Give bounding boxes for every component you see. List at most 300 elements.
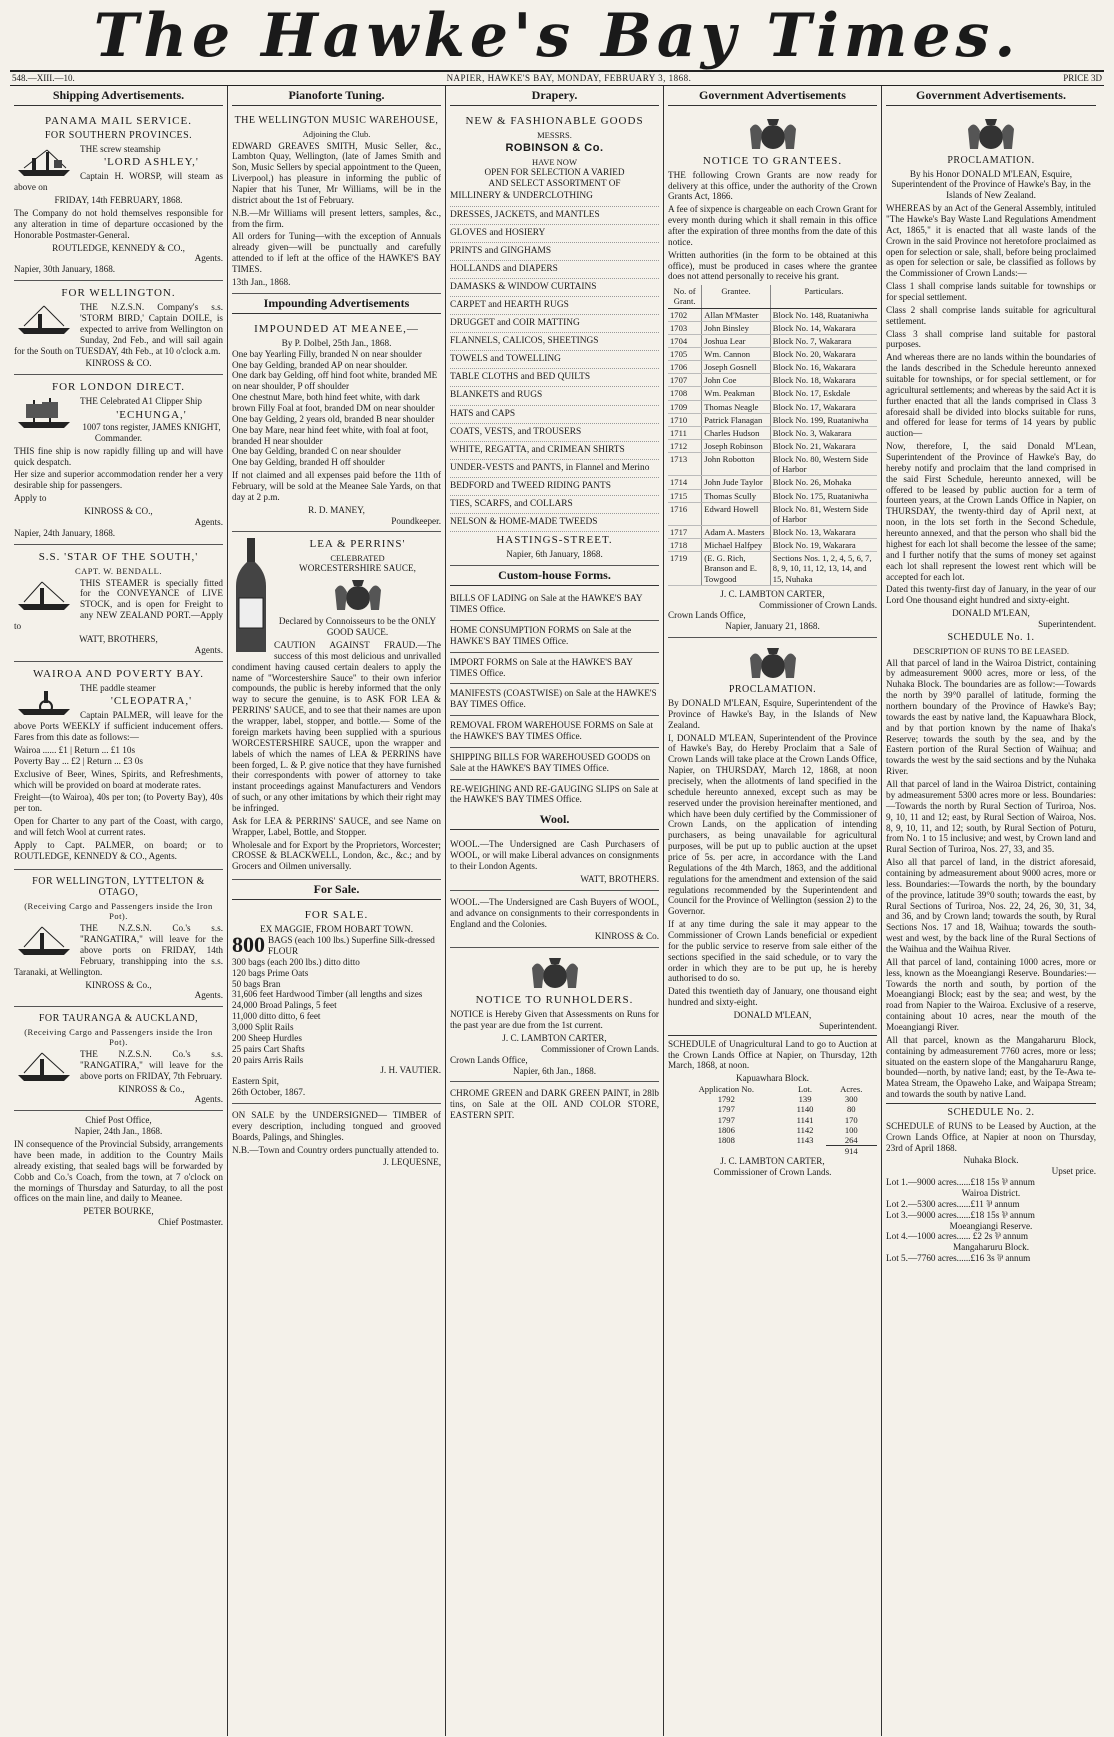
table-cell: Block No. 17, Wakarara	[770, 400, 877, 413]
ad-title: FOR SALE.	[304, 909, 369, 922]
ad-dated: Crown Lands Office,	[668, 610, 746, 621]
table-cell: Block No. 7, Wakarara	[770, 334, 877, 347]
ad-subtitle: By P. Dolbel, 25th Jan., 1868.	[281, 337, 392, 348]
schedule-paragraph: Also all that parcel of land, in the district aforesaid, containing by admeasurement about 9000 acres, more or less. Boundaries:—Towards the north, by the boundary of the province, latitude 39°0 south; towards the east, by Rural Sections of Turiroa, Nos. 22, 24, 26, 30, 31, 34, and 36, and by Crown land; towards the south, by Rural Sections Nos. 17 and 18, Waihua; towards the south-west and west, by the back line of the Rural Sections of the Waihua and the Waihua River.	[886, 857, 1096, 954]
table-cell: 1142	[796, 1124, 814, 1135]
table-row	[668, 361, 877, 374]
table-cell: 80	[846, 1104, 856, 1115]
table-row	[668, 321, 877, 334]
sale-line: 25 pairs Cart Shafts	[232, 1043, 305, 1054]
section-heading-impounding: Impounding Advertisements	[232, 294, 441, 314]
ad-text: By DONALD M'LEAN, Esquire, Superintendent of the Province of Hawke's Bay, in the Islands of New Zealand.	[668, 697, 877, 730]
ad-signature-title: Poundkeeper.	[391, 515, 441, 526]
ad-text: Ask for LEA & PERRINS' SAUCE, and see Name on Wrapper, Label, Bottle, and Stopper.	[232, 815, 441, 837]
issue-number: 548.—XIII.—10.	[12, 73, 75, 83]
ad-title: NOTICE TO RUNHOLDERS.	[475, 994, 634, 1007]
ad-subtitle: FOR SOUTHERN PROVINCES.	[44, 129, 193, 141]
ad-text: EDWARD GREAVES SMITH, Music Seller, &c., Lambton Quay, Wellington, (late of James Smith and Son, Music Sellers by special appointment to the Queen, Liverpool,) has pleasure in informing the public of Napier that his Tuner, Mr Williams, will be in the district about the 1st of February.	[232, 140, 441, 205]
ad-agent: KINROSS & Co.,	[118, 1083, 185, 1094]
table-cell: Block No. 18, Wakarara	[770, 374, 877, 387]
ad-text: Class 1 shall comprise lands suitable for townships or for special settlement.	[886, 281, 1096, 303]
schedule-1-list	[886, 658, 1096, 1100]
ad-title: PROCLAMATION.	[947, 154, 1035, 166]
royal-crest-icon	[738, 115, 808, 153]
drapery-item: UNDER-VESTS and PANTS, in Flannel and Merino	[450, 460, 659, 478]
ad-agent: WATT, BROTHERS,	[79, 633, 158, 644]
ad-tauranga-auckland	[14, 1007, 223, 1111]
custom-form-ad: HOME CONSUMPTION FORMS on Sale at the HAWKE'S BAY TIMES Office.	[450, 621, 659, 653]
ad-text: THE Celebrated A1 Clipper Ship	[80, 396, 202, 407]
ad-robinson-drapery	[450, 109, 659, 566]
ad-text: The Company do not hold themselves responsible for any alteration in time of departure occasioned by the Honorable Postmaster-General.	[14, 207, 223, 240]
ad-agent: KINROSS & CO.,	[84, 506, 153, 517]
table-row	[668, 387, 877, 400]
table-cell: Joseph Gosnell	[702, 361, 771, 374]
drapery-item: PRINTS and GINGHAMS	[450, 243, 659, 261]
ad-text: Exclusive of Beer, Wines, Spirits, and Refreshments, which will be provided on board at moderate rates.	[14, 768, 223, 790]
ad-dated: Eastern Spit,	[232, 1076, 279, 1087]
table-cell: John Coe	[702, 374, 771, 387]
schedule-paragraph: All that parcel of land in the Wairoa District, containing by admeasurement 9000 acres, more or less, of the Nuhaka Block. The boundaries are as follow:—Towards the north by 39°0 parallel of latitude, forming the northern boundary of the Province of Hawke's Bay; towards the east by native land, the Kapuawhara Block, and by that portion known by the name of Ihaka's Reserve; towards the south by the sea, and by the Eastern portion of the Rural Section of Waihua; and towards the west by the said sections and by the Nuhaka River.	[886, 657, 1096, 777]
ad-text: THE paddle steamer	[80, 682, 156, 693]
ad-text: CHROME GREEN and DARK GREEN PAINT, in 28lb tins, on Sale at the OIL AND COLOR STORE, EASTERN SPIT.	[450, 1088, 659, 1121]
ad-wairoa-poverty-bay	[14, 662, 223, 870]
ad-text: Captain PALMER, will leave for the above Ports WEEKLY if sufficient inducement offers. Fares from this date as follows:—	[14, 710, 223, 743]
sale-line: 24,000 Broad Palings, 5 feet	[232, 1000, 337, 1011]
ad-signature-title: Superintendent.	[1038, 618, 1096, 629]
table-row	[668, 476, 877, 489]
ad-text: Declared by Connoisseurs to be the ONLY GOOD SAUCE.	[278, 616, 437, 638]
ad-signature-title: Commissioner of Crown Lands.	[759, 599, 877, 610]
lot-line: Lot 5.—7760 acres......£16 3s ⅌ annum	[886, 1253, 1031, 1264]
ad-text: N.B.—Mr Williams will present letters, samples, &c., from the firm.	[232, 207, 441, 229]
impounded-animal: One bay Gelding, 2 years old, branded B near shoulder	[232, 413, 435, 424]
ad-signature-title: Chief Postmaster.	[158, 1217, 223, 1228]
ad-agent: KINROSS & Co.,	[85, 979, 152, 990]
ad-text: By his Honor DONALD M'LEAN, Esquire, Superintendent of the Province of Hawke's Bay, in the Islands of New Zealand.	[891, 168, 1091, 201]
custom-form-ad: MANIFESTS (COASTWISE) on Sale at the HAWKE'S BAY TIMES Office.	[450, 684, 659, 716]
drapery-item: TOWELS and TOWELLING	[450, 351, 659, 369]
ad-subtitle: MESSRS.	[537, 129, 572, 140]
section-heading-government: Government Advertisements	[668, 86, 877, 106]
ad-subtitle: WORCESTERSHIRE SAUCE,	[299, 563, 416, 574]
sale-line: 20 pairs Arris Rails	[232, 1054, 304, 1065]
steamship-icon	[14, 144, 76, 178]
drapery-item: DRESSES, JACKETS, and MANTLES	[450, 207, 659, 225]
ad-text: And whereas there are no lands within the boundaries of the lands described in the Schedule hereunto annexed suitable for townships, or for special settlement, or for agricultural settlements; and whereas by the said Act it is further enacted that all the lands comprised in Class 3 aforesaid shall be divided into blocks suitable for runs, and offered for lease for terms of 14 years by public auction—	[886, 352, 1096, 439]
table-cell: Block No. 13, Wakarara	[770, 526, 877, 539]
table-cell: Block No. 175, Ruataniwha	[770, 489, 877, 502]
ad-signature: J. C. LAMBTON CARTER,	[720, 1156, 825, 1167]
ship-name: 'CLEOPATRA,'	[110, 695, 193, 708]
drapery-item: COATS, VESTS, and TROUSERS	[450, 424, 659, 442]
ad-wool-watt	[450, 833, 659, 890]
table-cell: 1711	[668, 426, 702, 439]
table-cell: 1708	[668, 387, 702, 400]
schedule-subtitle: DESCRIPTION OF RUNS TO BE LEASED.	[912, 645, 1069, 656]
table-cell: (E. G. Rich, Branson and E. Towgood	[702, 552, 771, 585]
ad-date: FRIDAY, 14th FEBRUARY, 1868.	[54, 195, 183, 206]
table-cell: Thomas Scully	[702, 489, 771, 502]
ad-signature: DONALD M'LEAN,	[952, 608, 1030, 619]
table-cell: 1703	[668, 321, 702, 334]
lot-line: Lot 4.—1000 acres...... £2 2s ⅌ annum	[886, 1231, 1029, 1242]
table-cell: Joshua Lear	[702, 334, 771, 347]
ad-text: Apply to Capt. PALMER, on board; or to ROUTLEDGE, KENNEDY & CO., Agents.	[14, 839, 223, 861]
ad-text: IN consequence of the Provincial Subsidy, arrangements have been made, in addition to the Country Mails already existing, that sealed bags will be forwarded by Cobb and Co.'s Coach, from the town, at 7 o'clock on the mornings of Thursday and Saturday, to all the post offices on the main line, and daily to Meanee.	[14, 1139, 223, 1204]
custom-form-ad: REMOVAL FROM WAREHOUSE FORMS on Sale at the HAWKE'S BAY TIMES Office.	[450, 716, 659, 748]
table-cell: Block No. 19, Wakarara	[770, 539, 877, 552]
sale-line: 200 Sheep Hurdles	[232, 1032, 302, 1043]
ad-signature: DONALD M'LEAN,	[733, 1010, 812, 1020]
table-cell: Block No. 81, Western Side of Harbor	[770, 502, 877, 525]
fare-line: Wairoa ...... £1 | Return ... £1 10s	[14, 744, 136, 755]
table-header: Acres.	[840, 1084, 863, 1095]
ad-text: All orders for Tuning—with the exception of Annuals already given—will be punctually and carefully attended to if left at the office of the HAWKE'S BAY TIMES.	[232, 231, 441, 275]
ad-dated: Napier, 30th January, 1868.	[14, 264, 116, 275]
table-cell: Block No. 17, Eskdale	[770, 387, 877, 400]
ad-subtitle: EX MAGGIE, FROM HOBART TOWN.	[259, 924, 414, 935]
table-cell: Adam A. Masters	[702, 526, 771, 539]
steamship-icon	[14, 1049, 76, 1083]
ad-signature: KINROSS & Co.	[594, 931, 659, 942]
table-cell: 1710	[668, 413, 702, 426]
table-cell: 1797	[717, 1114, 735, 1125]
table-cell: 1716	[668, 502, 702, 525]
ad-agent: KINROSS & CO.	[85, 358, 152, 369]
lot-line: Lot 3.—9000 acres......£18 15s ⅌ annum	[886, 1209, 1035, 1220]
table-cell: Sections Nos. 1, 2, 4, 5, 6, 7, 8, 9, 10, 11, 12, 13, 14, and 15, Nuhaka	[770, 552, 877, 585]
steamship-icon	[14, 302, 76, 336]
table-cell: 1719	[668, 552, 702, 585]
block-name: Nuhaka Block.	[963, 1155, 1019, 1166]
ad-text: ON SALE by the UNDERSIGNED— TIMBER of every description, including tongued and grooved Boards, Palings, and Shingles.	[232, 1109, 441, 1142]
table-cell: 100	[844, 1124, 858, 1135]
table-cell: Block No. 3, Wakarara	[770, 426, 877, 439]
ship-name: 'LORD ASHLEY,'	[104, 156, 199, 169]
ad-dated: 26th October, 1867.	[232, 1087, 306, 1098]
ad-signature-title: Commissioner of Crown Lands.	[541, 1043, 659, 1054]
table-cell: 1706	[668, 361, 702, 374]
sale-line: 11,000 ditto ditto, 6 feet	[232, 1011, 321, 1022]
table-cell: 1709	[668, 400, 702, 413]
kapuawhara-schedule-table	[668, 1084, 877, 1156]
ad-text: Freight—(to Wairoa), 40s per ton; (to Poverty Bay), 40s per ton.	[14, 792, 223, 814]
drapery-item: DAMASKS & WINDOW CURTAINS	[450, 279, 659, 297]
ad-text: N.B.—Town and Country orders punctually attended to.	[232, 1144, 439, 1155]
table-cell: Patrick Flanagan	[702, 413, 771, 426]
ad-panama-mail	[14, 109, 223, 281]
schedule-paragraph: All that parcel, known as the Mangaharuru Block, containing by admeasurement 7760 acres, more or less; situated on the eastern slope of the Mangaharuru Range, bounded—north, by native land; east, by the Te-Awa te-Matea Stream, the Opaweho Lake, and Waipapa Stream; and towards the south by native Land.	[886, 1034, 1096, 1100]
drapery-item: MILLINERY & UNDERCLOTHING	[450, 188, 659, 206]
merchant-name: ROBINSON & Co.	[505, 141, 604, 154]
ad-text: SCHEDULE of Unagricultural Land to go to Auction at the Crown Lands Office at Napier, on Thursday, 12th March, 1868, at noon.	[668, 1038, 877, 1071]
table-cell: 1806	[717, 1124, 735, 1135]
ad-text: Open for Charter to any part of the Coast, with cargo, and will fetch Wool at current rates.	[14, 816, 223, 837]
drapery-item: BLANKETS and RUGS	[450, 387, 659, 405]
ad-text: If not claimed and all expenses paid before the 11th of February, will be sold at the Meanee Sale Yards, on that day at 2 p.m.	[232, 470, 441, 502]
ad-text: Wholesale and for Export by the Proprietors, Worcester; CROSSE & BLACKWELL, London, &c., &c.; and by Grocers and Oilmen universally.	[232, 839, 441, 872]
drapery-item: DRUGGET and COIR MATTING	[450, 315, 659, 333]
table-row	[668, 334, 877, 347]
royal-crest-icon	[956, 115, 1026, 153]
table-row	[668, 1104, 877, 1114]
ad-subtitle: AND SELECT ASSORTMENT OF	[488, 177, 621, 188]
ad-subtitle: HAVE NOW	[532, 156, 577, 167]
table-row	[668, 413, 877, 426]
table-cell: 264	[844, 1134, 858, 1145]
ad-text: 1007 tons register, JAMES KNIGHT, Commander.	[82, 422, 221, 443]
ad-lyttelton-otago	[14, 870, 223, 1008]
custom-house-forms-list	[450, 589, 659, 810]
sale-line: 300 bags (each 200 lbs.) ditto ditto	[232, 956, 360, 967]
ad-title: WAIROA AND POVERTY BAY.	[32, 667, 205, 680]
ad-proclamation-sale	[668, 638, 877, 1183]
table-row	[668, 1125, 877, 1135]
columns	[10, 86, 1104, 1736]
ad-agents-label: Agents.	[194, 990, 223, 1001]
ad-signature: PETER BOURKE,	[83, 1206, 154, 1217]
table-cell: John Robotton	[702, 453, 771, 476]
table-row	[668, 374, 877, 387]
fare-line: Poverty Bay ... £2 | Return ... £3 0s	[14, 755, 143, 766]
ad-for-sale-maggie	[232, 903, 441, 1104]
custom-form-ad: RE-WEIGHING AND RE-GAUGING SLIPS on Sale at the HAWKE'S BAY TIMES Office.	[450, 783, 659, 805]
ad-text: THE N.Z.S.N. Company's s.s. 'STORM BIRD,' Captain DOILE, is expected to arrive from Wellington on Sunday, 2nd Feb., and will sail again for the South on TUESDAY, 4th Feb., at 10 o'clock a.m.	[14, 302, 223, 356]
section-heading-custom-house: Custom-house Forms.	[450, 566, 659, 586]
custom-form-ad: SHIPPING BILLS FOR WAREHOUSED GOODS on Sale at the HAWKE'S BAY TIMES Office.	[450, 748, 659, 780]
table-cell: 1712	[668, 440, 702, 453]
table-cell: Block No. 80, Western Side of Harbor	[770, 453, 877, 476]
table-cell: Block No. 21, Wakarara	[770, 440, 877, 453]
table-cell: 300	[844, 1094, 858, 1105]
table-cell: Allan M'Master	[702, 308, 771, 321]
table-cell: Wm. Peakman	[702, 387, 771, 400]
ad-agents-label: Agents.	[194, 516, 223, 527]
drapery-item: WHITE, REGATTA, and CRIMEAN SHIRTS	[450, 442, 659, 460]
table-row	[668, 1094, 877, 1104]
ad-dated: Napier, 6th Jan., 1868.	[512, 1065, 597, 1076]
ad-wool-kinross	[450, 891, 659, 948]
acres-total: 914	[826, 1146, 877, 1157]
ad-agent: ROUTLEDGE, KENNEDY & CO.,	[52, 242, 185, 253]
block-name: Moeangiangi Reserve.	[949, 1220, 1033, 1231]
table-header: Application No.	[698, 1084, 754, 1095]
table-cell: 1140	[796, 1104, 814, 1115]
ad-title: FOR TAURANGA & AUCKLAND,	[38, 1013, 199, 1025]
ad-dated: Napier, 24th January, 1868.	[14, 527, 116, 538]
ad-text: THIS STEAMER is specially fitted for the CONVEYANCE of LIVE STOCK, and is open for Freight to any NEW ZEALAND PORT.—Apply to	[14, 577, 223, 632]
table-cell: 1797	[717, 1104, 735, 1115]
ad-dated: Napier, January 21, 1868.	[725, 621, 820, 632]
ad-text: THE screw steamship	[80, 143, 161, 154]
impounded-animal: One bay Yearling Filly, branded N on near shoulder	[232, 348, 422, 359]
column-government-1	[664, 86, 882, 1736]
impounded-animals-list	[232, 349, 441, 468]
ad-text: Her size and superior accommodation render her a very desirable ship for passengers.	[14, 469, 223, 491]
table-row	[668, 539, 877, 552]
ad-text: THE N.Z.S.N. Co.'s s.s. "RANGATIRA," will leave for the above ports on FRIDAY, 7th February.	[80, 1049, 223, 1081]
ad-subtitle: Adjoining the Club.	[302, 128, 371, 139]
ad-star-of-the-south	[14, 545, 223, 662]
schedule-title: SCHEDULE No. 2.	[947, 1106, 1035, 1118]
sale-line: BAGS (each 100 lbs.) Superfine Silk-dressed FLOUR	[268, 935, 435, 956]
ad-subtitle: CAPT. W. BENDALL.	[75, 565, 162, 576]
ad-title: S.S. 'STAR OF THE SOUTH,'	[38, 550, 199, 563]
royal-crest-icon	[520, 954, 590, 992]
section-heading-drapery: Drapery.	[450, 86, 659, 106]
ad-text: Dated this twentieth day of January, one thousand eight hundred and sixty-eight.	[668, 986, 877, 1008]
section-heading-government: Government Advertisements.	[886, 86, 1096, 106]
ad-wellington	[14, 281, 223, 375]
drapery-item: CARPET and HEARTH RUGS	[450, 297, 659, 315]
table-row	[668, 440, 877, 453]
section-heading-wool: Wool.	[450, 810, 659, 830]
ad-dated: 13th Jan., 1868.	[232, 276, 291, 287]
block-name: Wairoa District.	[961, 1187, 1021, 1198]
drapery-item: HOLLANDS and DIAPERS	[450, 261, 659, 279]
paddle-steamer-icon	[14, 683, 76, 717]
ad-title: LEA & PERRINS'	[309, 538, 406, 551]
table-header: Grantee.	[702, 285, 771, 308]
ad-text: Dated this twenty-first day of January, in the year of our Lord One thousand eight hundred and sixty-eight.	[886, 584, 1096, 606]
table-row	[668, 526, 877, 539]
ad-title: FOR WELLINGTON.	[61, 287, 176, 300]
ad-title: NEW & FASHIONABLE GOODS	[465, 114, 644, 127]
ad-signature-title: Superintendent.	[819, 1020, 877, 1031]
ad-title: PANAMA MAIL SERVICE.	[45, 114, 192, 127]
ad-title: NOTICE TO GRANTEES.	[702, 154, 843, 167]
section-heading-pianoforte: Pianoforte Tuning.	[232, 86, 441, 106]
ad-proclamation-runs	[886, 109, 1096, 1269]
ad-text: THE N.Z.S.N. Co.'s s.s. "RANGATIRA," will leave for the above ports on FRIDAY, 14th February, transhipping into the s.s. Taranaki, at Wellington.	[14, 923, 223, 977]
table-cell: 139	[798, 1094, 812, 1105]
table-cell: 170	[844, 1114, 858, 1125]
table-row	[668, 453, 877, 476]
ad-subtitle: (Receiving Cargo and Passengers inside the Iron Pot).	[24, 901, 213, 922]
drapery-item: GLOVES and HOSIERY	[450, 225, 659, 243]
merchant-address: HASTINGS-STREET.	[496, 534, 613, 547]
column-government-2	[882, 86, 1100, 1736]
table-row	[668, 400, 877, 413]
table-cell: Block No. 26, Mohaka	[770, 476, 877, 489]
table-row	[668, 502, 877, 525]
table-cell: Block No. 148, Ruataniwha	[770, 308, 877, 321]
table-row	[668, 348, 877, 361]
ad-text: Captain H. WORSP, will steam as above on	[14, 171, 223, 193]
impounded-animal: One bay Mare, near hind feet white, with foal at foot, branded H near shoulder	[232, 424, 429, 446]
table-cell: Block No. 199, Ruataniwha	[770, 413, 877, 426]
table-cell: 1718	[668, 539, 702, 552]
ad-text: Class 3 shall comprise land suitable for pastoral purposes.	[886, 328, 1096, 350]
masthead-title: The Hawke's Bay Times.	[93, 1, 1021, 71]
ad-notice-runholders	[450, 948, 659, 1082]
table-row	[668, 489, 877, 502]
table-cell: 1792	[717, 1094, 735, 1105]
table-cell: 1141	[796, 1114, 814, 1125]
sale-line: 120 bags Prime Oats	[232, 967, 309, 978]
table-row	[668, 308, 877, 321]
table-row	[668, 552, 877, 585]
ad-text: Apply to	[14, 493, 47, 504]
ad-text: Now, therefore, I, the said Donald M'Lean, Superintendent of the Province of Hawke's Bay, do hereby notify and proclaim that the land comprised in the said First Schedule, hereunto annexed, will be offered to be leased by public auction for a term of fourteen years, at the Crown Lands Office in Napier, on THURSDAY, the twenty-third day of April next, at noon, in the lots set forth in the Second Schedule, hereunto annexed, and that the person who shall bid the highest for each lot shall become the lessee of the same; and I further notify that the sums of money set against each lot shall represent the lowest rent which will be accepted for each lot.	[886, 441, 1096, 582]
table-cell: 1707	[668, 374, 702, 387]
ad-subtitle: CELEBRATED	[330, 553, 385, 564]
drapery-item: TABLE CLOTHS and BED QUILTS	[450, 369, 659, 387]
ad-title: THE WELLINGTON MUSIC WAREHOUSE,	[234, 114, 439, 126]
ad-signature: J. LEQUESNE,	[383, 1157, 441, 1168]
impounded-animal: One bay Gelding, branded C on near shoulder	[232, 446, 401, 457]
ad-signature: J. H. VAUTIER.	[380, 1065, 441, 1076]
ad-text: A fee of sixpence is chargeable on each Crown Grant for every month during which it shall remain in this office after the expiration of three months from the date of this notice.	[668, 204, 877, 247]
block-name: Mangaharuru Block.	[952, 1242, 1030, 1253]
ad-text: Written authorities (in the form to be obtained at this office), must be produced in cases where the grantee does not attend personally to receive his grant.	[668, 249, 877, 282]
custom-form-ad: IMPORT FORMS on Sale at the HAWKE'S BAY TIMES Office.	[450, 653, 659, 685]
table-cell: 1808	[717, 1135, 735, 1146]
issue-date: NAPIER, HAWKE'S BAY, MONDAY, FEBRUARY 3, 1868.	[446, 73, 692, 83]
steamship-icon	[14, 923, 76, 957]
ad-notice-grantees	[668, 109, 877, 638]
table-cell: 1704	[668, 334, 702, 347]
table-cell: Thomas Neagle	[702, 400, 771, 413]
ad-text: Class 2 shall comprise lands suitable for agricultural settlement.	[886, 304, 1096, 326]
block-name: Kapuawhara Block.	[736, 1073, 809, 1084]
table-cell: Michael Halfpey	[702, 539, 771, 552]
ad-agents-label: Agents.	[194, 644, 223, 655]
table-cell: 1713	[668, 453, 702, 476]
table-header: Particulars.	[770, 285, 877, 308]
drapery-item: HATS and CAPS	[450, 406, 659, 424]
table-row	[668, 1135, 877, 1146]
ad-lea-perrins	[232, 532, 441, 880]
drapery-goods-list	[450, 188, 659, 532]
royal-crest-icon	[738, 644, 808, 682]
ad-text: THE following Crown Grants are now ready for delivery at this office, under the authority of the Crown Grants Act, 1866.	[668, 169, 877, 202]
column-shipping	[10, 86, 228, 1736]
ad-text: WHEREAS by an Act of the General Assembly, intituled "The Hawke's Bay Waste Land Regulations Amendment Act, 1865," it is enacted that all waste lands of the Crown in the said Province not heretofore proclaimed as open for selection or sale, shall, before being proclaimed as open for selection or sale, be classified as follows by the Commissioner of Crown Lands:—	[886, 203, 1096, 279]
ad-text: CAUTION AGAINST FRAUD.—The success of this most delicious and unrivalled condiment having caused certain dealers to apply the name of "Worcestershire Sauce" to their own inferior compounds, the public is hereby informed that the only way to secure the genuine, is to ASK FOR LEA & PERRINS' SAUCE, and to see that their names are upon the wrapper, label, stopper, and bottle.— Some of the foreign markets having been supplied with a spurious WORCESTERSHIRE SAUCE, upon the wrapper and labels of which the names of LEA & PERRINS have been forged, L. & P. give notice that they have furnished their correspondents with power of attorney to take instant proceedings against Manufacturers and Vendors of such, or any other imitations by which their right may be infringed.	[232, 640, 441, 813]
schedule-title: SCHEDULE No. 1.	[947, 631, 1035, 643]
ad-subtitle: (Receiving Cargo and Passengers inside the Iron Pot).	[24, 1027, 213, 1048]
ad-subtitle: OPEN FOR SELECTION A VARIED	[484, 166, 625, 177]
table-header: No. of Grant.	[668, 285, 702, 308]
table-cell: Joseph Robinson	[702, 440, 771, 453]
sale-line: 31,606 feet Hardwood Timber (all lengths and sizes	[232, 989, 423, 1000]
table-cell: 1705	[668, 348, 702, 361]
column-pianoforte	[228, 86, 446, 1736]
table-cell: Charles Hudson	[702, 426, 771, 439]
table-cell: 1714	[668, 476, 702, 489]
ad-text: WOOL.—The Undersigned are Cash Purchasers of WOOL, or will make Liberal advances on consignments to their London Agents.	[450, 839, 659, 872]
schedule-paragraph: All that parcel of land in the Wairoa District, containing by admeasurement 5300 acres more or less. Boundaries:—Towards the north by Rural Section of Turiroa, Nos. 9, 10, 11 and 12; east, by Rural Section of Wairoa, Nos. 8, 9, 10, 11, and 12; south, by Rural Section of Poturu, from No. 1 to 15 inclusive; and west, by Crown land and Rural Section of Turiroa, Nos. 27, 33, and 35.	[886, 779, 1096, 855]
ad-title: IMPOUNDED AT MEANEE,—	[254, 322, 419, 335]
dateline	[10, 70, 1104, 86]
ad-title: PROCLAMATION.	[728, 684, 817, 696]
table-cell: Edward Howell	[702, 502, 771, 525]
drapery-item: TIES, SCARFS, and COLLARS	[450, 496, 659, 514]
ad-agents-label: Agents.	[194, 1094, 223, 1105]
table-cell: 1702	[668, 308, 702, 321]
crown-grants-table	[668, 285, 877, 585]
ad-text: SCHEDULE of RUNS to be Leased by Auction, at the Crown Lands Office, at Napier at noon on Thursday, 23rd of April 1868.	[886, 1120, 1096, 1153]
column-drapery	[446, 86, 664, 1736]
ad-text: WOOL.—The Undersigned are Cash Buyers of WOOL, and advance on consignments to their correspondents in England and the Colonies.	[450, 896, 659, 929]
ad-text: If at any time during the sale it may appear to the Commissioner of Crown Lands beneficial or expedient for the public service to reserve from sale either of the sections specified in the said schedule, or to vary the order in which they are to be put up, he is hereby authorised to do so.	[668, 919, 877, 984]
table-cell: 1715	[668, 489, 702, 502]
sale-line: 3,000 Split Rails	[232, 1021, 294, 1032]
table-row	[668, 1115, 877, 1125]
section-heading-shipping: Shipping Advertisements.	[14, 86, 223, 106]
